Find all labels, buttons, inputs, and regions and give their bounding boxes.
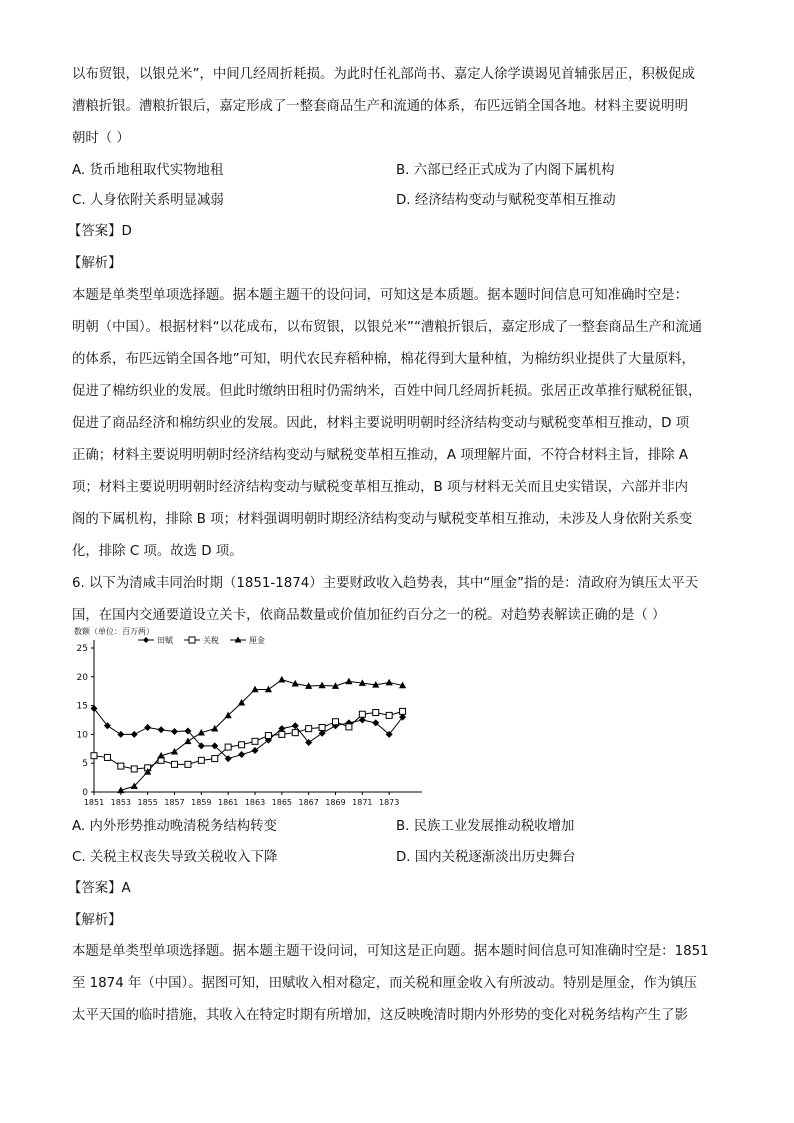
y-tick-label: 20	[76, 672, 88, 683]
x-tick-label: 1867	[298, 798, 319, 807]
data-point-guanshui	[131, 766, 137, 772]
data-point-guanshui	[400, 708, 406, 714]
q5-analysis-label: 【解析】	[68, 256, 122, 271]
q6-analysis-label: 【解析】	[68, 913, 122, 928]
q5-option-b: B. 六部已经正式成为了内阁下属机构	[396, 163, 615, 178]
data-point-tianfu	[131, 731, 138, 738]
q6-stem-line: 国，在国内交通要道设立关卡，依商品数量或价值加征约百分之一的税。对趋势表解读正确的是（ ）	[72, 608, 666, 623]
y-tick-label: 25	[76, 644, 88, 654]
data-point-tianfu	[158, 726, 165, 733]
y-tick-label: 0	[82, 788, 88, 798]
data-point-guanshui	[373, 710, 379, 716]
q5-analysis-line: 项；材料主要说明明朝时经济结构变动与赋税变革相互推动，B 项与材料无关而且史实错误，六部并非内	[72, 480, 689, 495]
q5-answer: 【答案】D	[68, 224, 132, 239]
q5-analysis-line: 的体系，布匹远销全国各地”可知，明代农民弃稻种棉，棉花得到大量种植，为棉纺织业提供了大量原料，	[72, 352, 695, 367]
chart-svg	[60, 620, 430, 810]
data-point-lijin	[265, 686, 272, 693]
data-point-guanshui	[279, 731, 285, 737]
q6-option-b: B. 民族工业发展推动税收增加	[396, 819, 575, 834]
x-tick-label: 1873	[378, 798, 400, 807]
legend-label: 关税	[203, 636, 219, 645]
data-point-guanshui	[225, 744, 231, 750]
data-point-tianfu	[238, 751, 245, 758]
q5-analysis-line: 明朝（中国）。根据材料“以花成布，以布贸银，以银兑米”“漕粮折银后，嘉定形成了一整套商品生产和流通	[72, 320, 703, 335]
y-tick-label: 10	[76, 730, 88, 741]
data-point-guanshui	[386, 712, 392, 718]
q5-analysis-line: 阁的下属机构，排除 B 项；材料强调明朝时期经济结构变动与赋税变革相互推动，未涉及人身依附关系变	[72, 512, 693, 527]
data-point-guanshui	[306, 726, 312, 732]
data-point-lijin	[184, 738, 191, 745]
q6-answer: 【答案】A	[68, 881, 131, 896]
q5-option-d: D. 经济结构变动与赋税变革相互推动	[396, 193, 616, 208]
data-point-guanshui	[319, 724, 325, 730]
q5-option-c: C. 人身依附关系明显减弱	[72, 193, 224, 208]
data-point-tianfu	[144, 724, 151, 731]
data-point-lijin	[251, 686, 258, 693]
x-tick-label: 1861	[217, 798, 239, 807]
q5-analysis-line: 本题是单类型单项选择题。据本题主题干的设问词，可知这是本质题。据本题时间信息可知准确时空是：	[72, 288, 688, 303]
x-tick-label: 1855	[137, 798, 158, 807]
q5-option-a: A. 货币地租取代实物地租	[72, 163, 224, 178]
data-point-guanshui	[239, 742, 245, 748]
material-line: 以布贸银，以银兑米”，中间几经周折耗损。为此时任礼部尚书、嘉定人徐学谟谒见首辅张居正，积极促成	[72, 67, 695, 82]
q6-analysis-line: 本题是单类型单项选择题。据本题主题干设问词，可知这是正向题。据本题时间信息可知准确时空是：1851	[72, 944, 709, 959]
x-tick-label: 1869	[325, 798, 346, 807]
q5-analysis-line: 化，排除 C 项。故选 D 项。	[72, 544, 243, 559]
data-point-lijin	[278, 676, 285, 683]
data-point-lijin	[318, 682, 325, 689]
data-point-guanshui	[212, 756, 218, 762]
material-line: 漕粮折银。漕粮折银后，嘉定形成了一整套商品生产和流通的体系，布匹远销全国各地。材料主要说明明	[72, 99, 688, 114]
data-point-guanshui	[252, 738, 258, 744]
data-point-tianfu	[117, 731, 124, 738]
data-point-guanshui	[359, 711, 365, 717]
data-point-guanshui	[91, 753, 97, 759]
x-tick-label: 1857	[164, 798, 185, 807]
q6-analysis-line: 至 1874 年（中国）。据图可知，田赋收入相对稳定，而关税和厘金收入有所波动。特别是厘金，作为镇压	[72, 976, 698, 991]
q5-analysis-line: 促进了棉纺织业的发展。但此时缴纳田租时仍需纳米，百姓中间几经周折耗损。张居正改革推行赋税征银，	[72, 384, 702, 399]
x-tick-label: 1851	[83, 798, 105, 807]
data-point-guanshui	[333, 719, 339, 725]
data-point-guanshui	[104, 754, 110, 760]
x-tick-label: 1865	[271, 798, 293, 807]
data-point-guanshui	[172, 761, 178, 767]
data-point-guanshui	[265, 733, 271, 739]
material-line: 朝时（ ）	[72, 131, 130, 146]
y-tick-label: 5	[82, 759, 88, 770]
q6-stem-line: 6. 以下为清咸丰同治时期（1851-1874）主要财政收入趋势表，其中“厘金”指的是：清政府为镇压太平天	[72, 576, 699, 591]
x-tick-label: 1853	[110, 798, 132, 807]
revenue-trend-chart	[60, 620, 430, 810]
q5-analysis-line: 促进了商品经济和棉纺织业的发展。因此，材料主要说明明朝时经济结构变动与赋税变革相互推动，D 项	[72, 416, 690, 431]
legend-marker	[143, 637, 149, 643]
series-line-tianfu	[94, 708, 403, 758]
q6-analysis-line: 太平天国的临时措施，其收入在特定时期有所增加，这反映晚清时期内外形势的变化对税务结构产生了影	[72, 1008, 688, 1023]
legend-label: 厘金	[249, 636, 265, 645]
data-point-guanshui	[118, 763, 124, 769]
legend-label: 田赋	[157, 636, 173, 645]
series-line-guanshui	[94, 711, 403, 769]
y-tick-label: 15	[76, 701, 88, 712]
data-point-lijin	[171, 748, 178, 755]
x-tick-label: 1871	[352, 798, 373, 807]
data-point-guanshui	[346, 724, 352, 730]
legend-marker	[189, 637, 195, 643]
data-point-guanshui	[292, 730, 298, 736]
series-line-lijin	[121, 680, 403, 791]
q6-option-a: A. 内外形势推动晚清税务结构转变	[72, 819, 277, 834]
x-tick-label: 1863	[244, 798, 266, 807]
data-point-guanshui	[185, 761, 191, 767]
data-point-tianfu	[171, 728, 178, 735]
q6-option-d: D. 国内关税逐渐淡出历史舞台	[396, 850, 576, 865]
data-point-lijin	[345, 678, 352, 685]
q5-analysis-line: 正确；材料主要说明明朝时经济结构变动与赋税变革相互推动，A 项理解片面，不符合材料主旨，排除 A	[72, 448, 689, 463]
data-point-lijin	[386, 679, 393, 686]
y-axis-label: 数额（单位：百万两）	[74, 627, 154, 636]
q6-option-c: C. 关税主权丧失导致关税收入下降	[72, 850, 278, 865]
x-tick-label: 1859	[191, 798, 212, 807]
data-point-guanshui	[198, 757, 204, 763]
